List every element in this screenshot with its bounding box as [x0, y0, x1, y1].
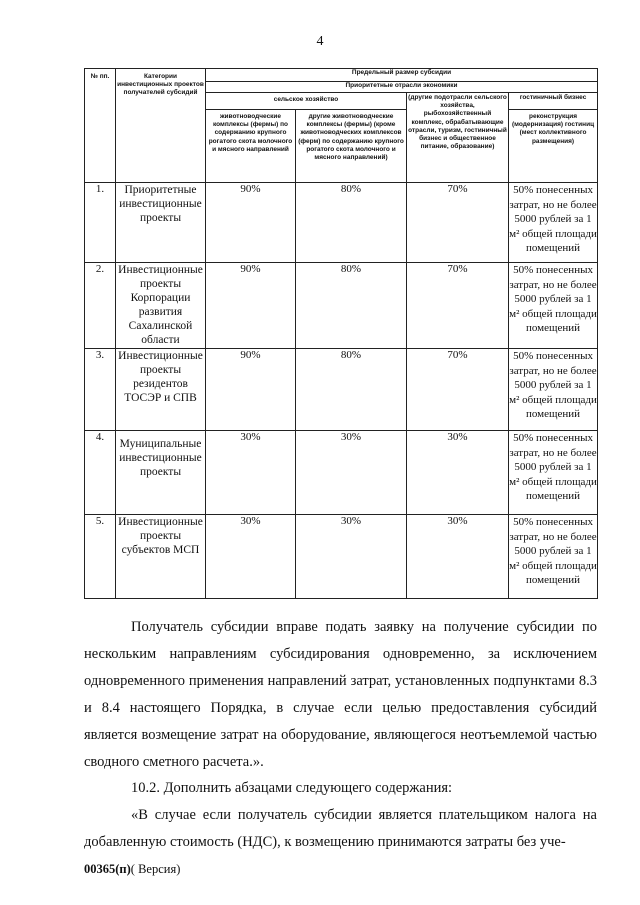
document-code: 00365(п) — [84, 862, 131, 876]
body-text — [84, 614, 597, 776]
header-row-1 — [85, 69, 598, 82]
row-value-hotel: 50% понесенных затрат, но не более 5000 рублей за 1 м² общей площади помещений — [509, 183, 598, 263]
row-value-other: 70% — [407, 349, 509, 431]
row-value-livestock-other: 30% — [296, 515, 407, 599]
row-value-hotel: 50% понесенных затрат, но не более 5000 рублей за 1 м² общей площади помещений — [509, 349, 598, 431]
row-number: 2. — [85, 263, 116, 349]
row-number: 5. — [85, 515, 116, 599]
footer — [84, 862, 180, 877]
row-value-hotel: 50% понесенных затрат, но не более 5000 рублей за 1 м² общей площади помещений — [509, 515, 598, 599]
paragraph-subsidy-directions: Получатель субсидии вправе подать заявку на получение субсидии по нескольким направлениям субсидирования одновременно, за исключением одновременного применения направлений затрат, установленных подпунктами 8.3 и 8.4 настоящего Порядка, в случае если целью предоставления субсидий является возмещение затрат на оборудование, являющегося неотъемлемой частью сводного сметного расчета.». — [84, 619, 597, 770]
row-value-other: 30% — [407, 515, 509, 599]
row-value-livestock: 90% — [206, 263, 296, 349]
row-category: Муниципальные инвестиционные проекты — [116, 431, 206, 515]
table-row — [85, 183, 598, 263]
header-agriculture: сельское хозяйство — [206, 93, 407, 110]
row-number: 3. — [85, 349, 116, 431]
row-category: Инвестиционные проекты резидентов ТОСЭР и СПВ — [116, 349, 206, 431]
row-category: Инвестиционные проекты Корпорации развития Сахалинской области — [116, 263, 206, 349]
header-other-sectors: (другие подотрасли сельского хозяйства, рыбохозяйственный комплекс, обрабатывающие отрасли, туризм, гостиничный бизнес и общественное питание, образование) — [407, 93, 509, 183]
page-number: 4 — [316, 34, 324, 49]
row-value-livestock: 30% — [206, 431, 296, 515]
row-value-livestock-other: 80% — [296, 183, 407, 263]
header-max-size: Предельный размер субсидии — [206, 69, 598, 82]
row-value-livestock: 90% — [206, 349, 296, 431]
document-version: ( Версия) — [130, 862, 181, 876]
paragraph-vat: «В случае если получатель субсидии является плательщиком налога на добавленную стоимость (НДС), к возмещению принимаются затраты без уче- — [84, 807, 597, 850]
body-text-amendment — [84, 775, 597, 802]
row-value-livestock: 90% — [206, 183, 296, 263]
row-value-livestock-other: 80% — [296, 349, 407, 431]
header-livestock: животноводческие комплексы (фермы) по содержанию крупного рогатого скота молочного и мясного направлений — [206, 110, 296, 183]
table-row — [85, 349, 598, 431]
header-num: № пп. — [85, 69, 116, 183]
row-value-other: 30% — [407, 431, 509, 515]
header-livestock-other: другие животноводческие комплексы (фермы) (кроме животноводческих комплексов (ферм) по содержанию крупного рогатого скота молочного и мясного направлений) — [296, 110, 407, 183]
row-value-hotel: 50% понесенных затрат, но не более 5000 рублей за 1 м² общей площади помещений — [509, 431, 598, 515]
header-hotel: гостиничный бизнес — [509, 93, 598, 110]
subsidy-table — [84, 68, 598, 599]
table-row — [85, 431, 598, 515]
row-value-other: 70% — [407, 183, 509, 263]
table-row — [85, 263, 598, 349]
row-number: 4. — [85, 431, 116, 515]
row-value-livestock-other: 80% — [296, 263, 407, 349]
header-reconstruction: реконструкция (модернизация) гостиниц (мест коллективного размещения) — [509, 110, 598, 183]
paragraph-amendment: 10.2. Дополнить абзацами следующего содержания: — [131, 780, 453, 796]
table-row — [85, 515, 598, 599]
body-text-vat — [84, 802, 597, 856]
row-category: Инвестиционные проекты субъектов МСП — [116, 515, 206, 599]
header-priority: Приоритетные отрасли экономики — [206, 82, 598, 93]
row-category: Приоритетные инвестиционные проекты — [116, 183, 206, 263]
header-category: Категории инвестиционных проектов получателей субсидий — [116, 69, 206, 183]
row-value-livestock: 30% — [206, 515, 296, 599]
row-value-livestock-other: 30% — [296, 431, 407, 515]
row-value-other: 70% — [407, 263, 509, 349]
row-number: 1. — [85, 183, 116, 263]
row-value-hotel: 50% понесенных затрат, но не более 5000 рублей за 1 м² общей площади помещений — [509, 263, 598, 349]
